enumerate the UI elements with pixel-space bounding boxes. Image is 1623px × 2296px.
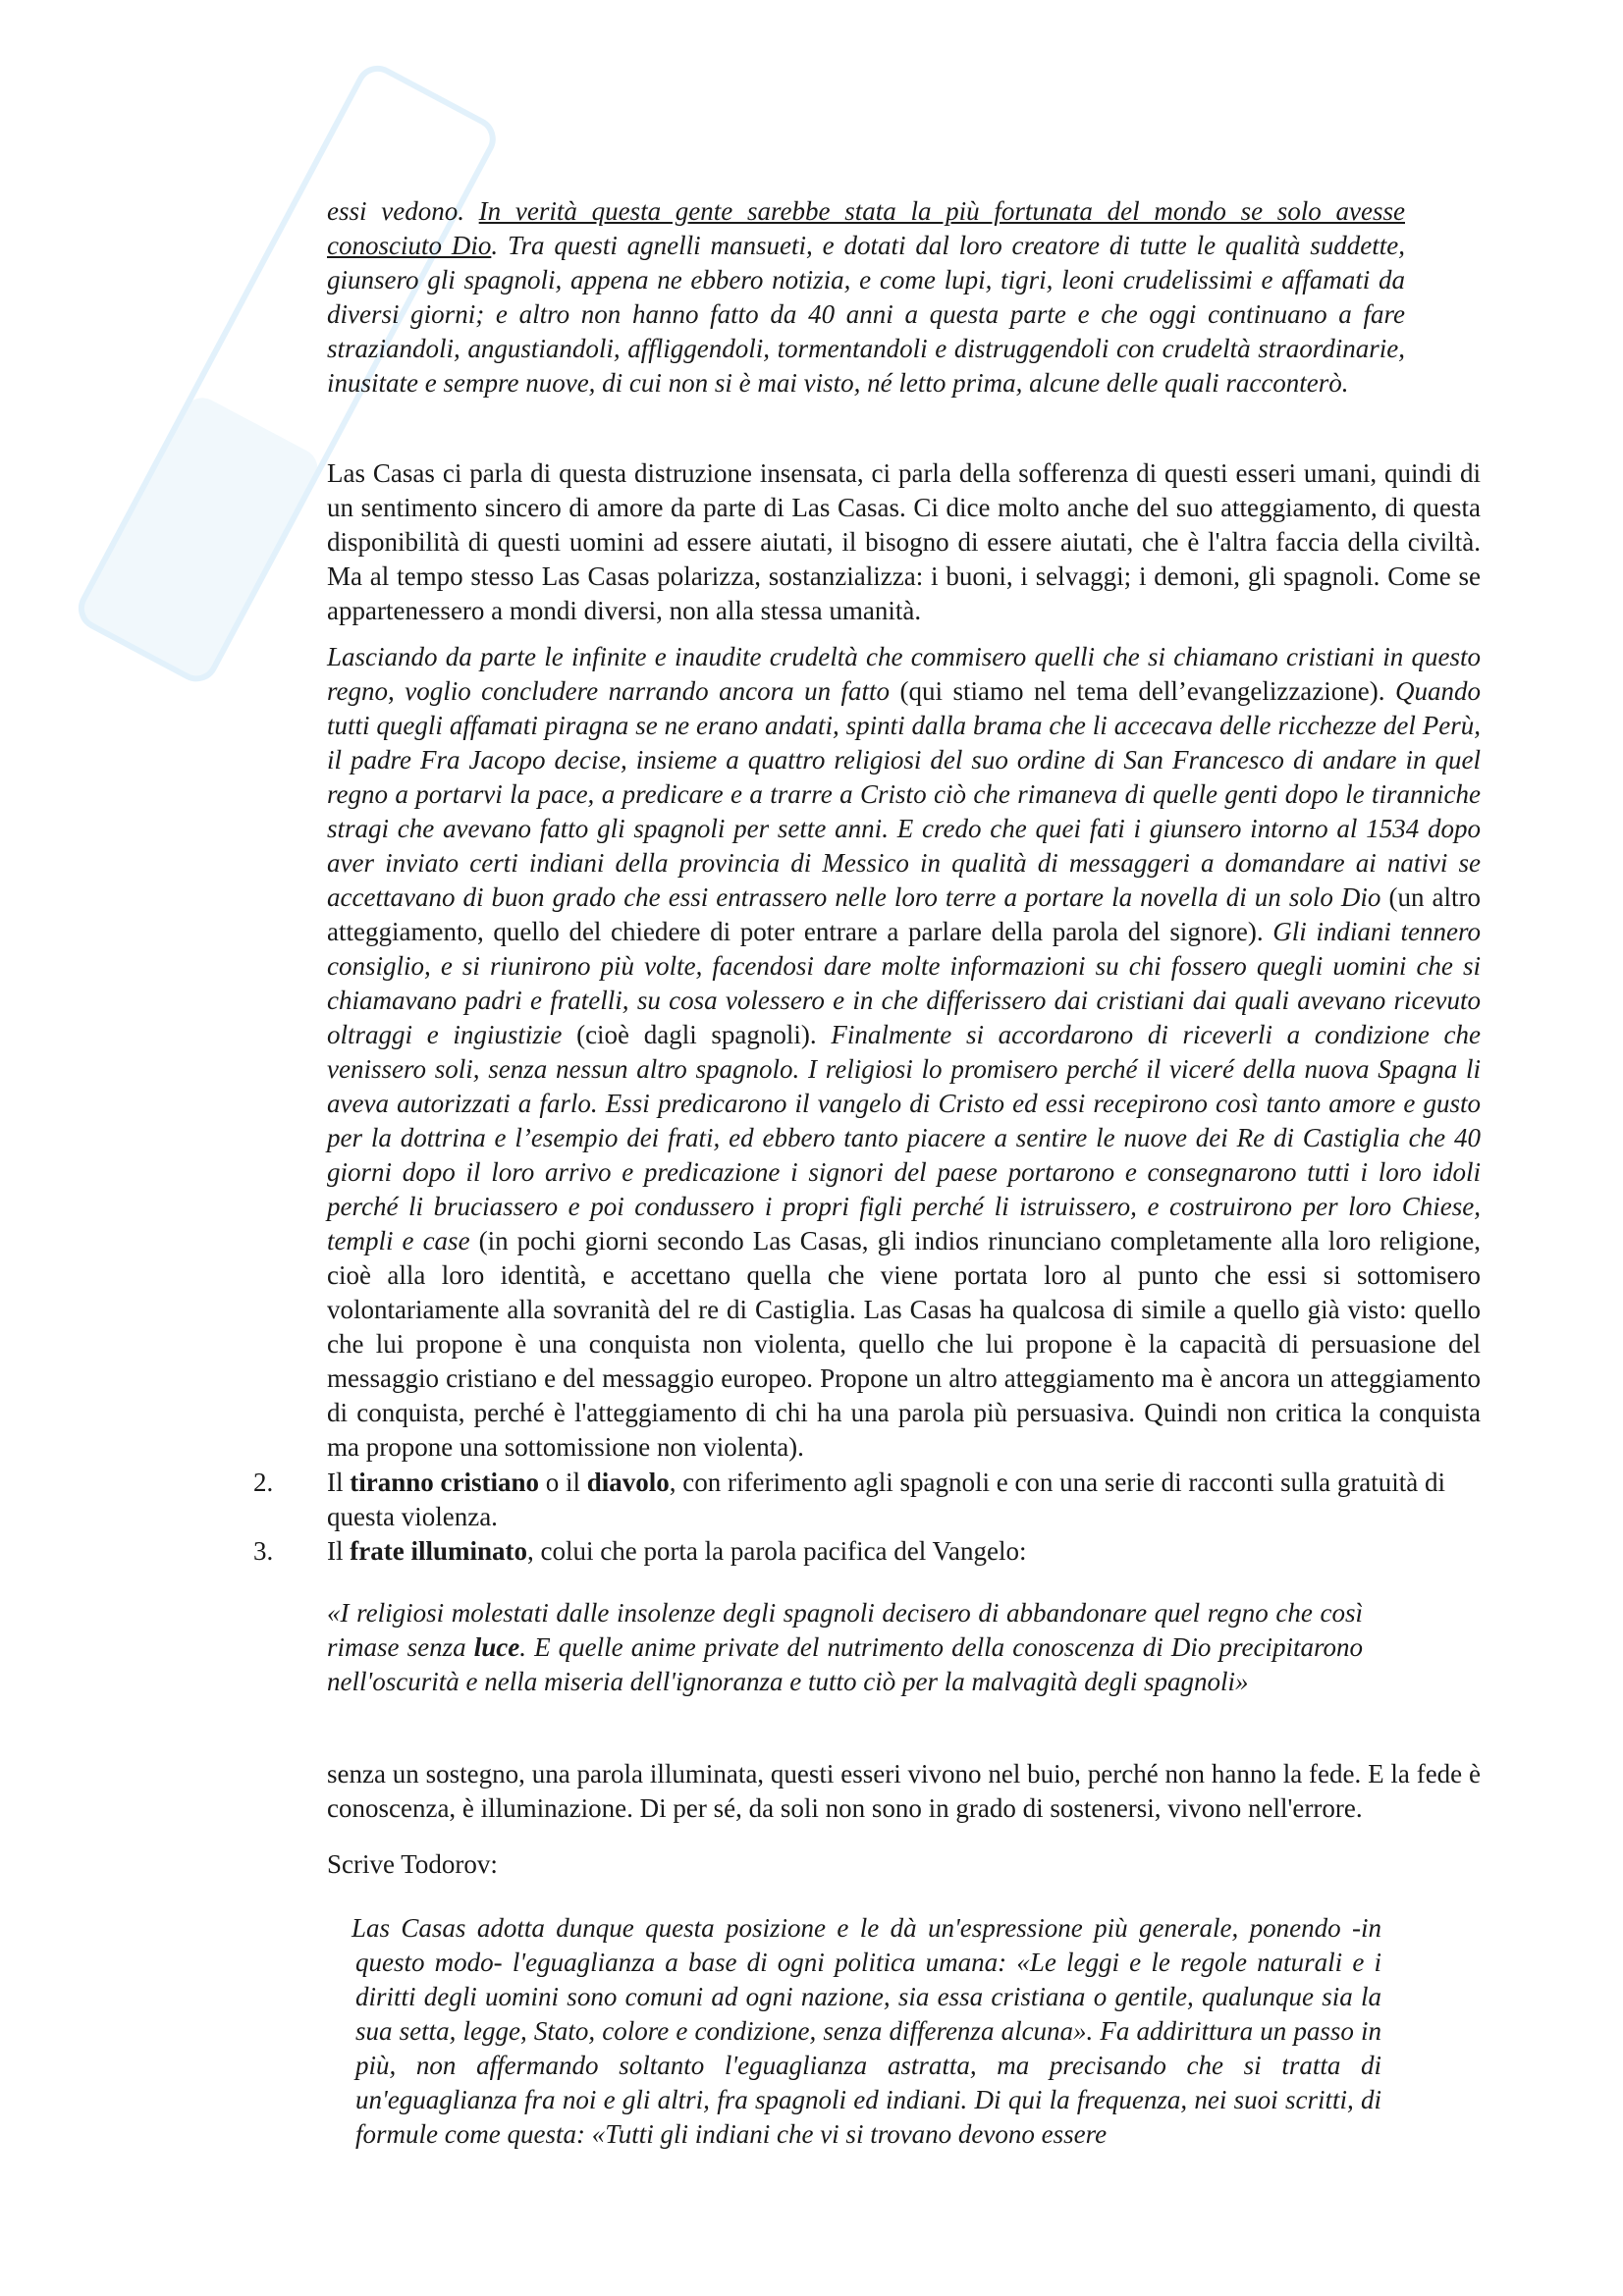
paragraph-todorov-intro: Scrive Todorov:	[327, 1849, 498, 1879]
quote-cruelty-underlined: In verità questa gente sarebbe stata la più fortunata del mondo se solo avesse conosciuto Dio	[327, 196, 1405, 260]
term-devil: diavolo	[586, 1468, 670, 1497]
list-item-friar-post: , colui che porta la parola pacifica del Vangelo:	[526, 1536, 1027, 1566]
list-item-friar-pre: Il	[327, 1536, 351, 1566]
quote-religiosi	[327, 1596, 1363, 1699]
term-christian-tyrant: tiranno cristiano	[350, 1468, 539, 1497]
list-item-tyrant-mid: o il	[539, 1468, 587, 1497]
quote-fra-jacopo-part1: Lasciando da parte le infinite e inaudite crudeltà che commisero quelli che si chiamano cristiani in questo regno, voglio concludere narrando ancora un fatto	[327, 642, 1481, 706]
quote-cruelty-start: essi vedono.	[327, 196, 479, 226]
paragraph-las-casas: Las Casas ci parla di questa distruzione insensata, ci parla della sofferenza di questi esseri umani, quindi di un sentimento sincero di amore da parte di Las Casas. Ci dice molto anche del suo atteggiamento, di questa disponibilità di questi uomini ad essere aiutati, il bisogno di essere aiutati, che è l'altra faccia della civiltà. Ma al tempo stesso Las Casas polarizza, sostanzializza: i buoni, i selvaggi; i demoni, gli spagnoli. Come se appartenessero a mondi diversi, non alla stessa umanità.	[327, 458, 1481, 625]
list-item-tyrant-pre: Il	[327, 1468, 351, 1497]
paragraph-darkness: senza un sostegno, una parola illuminata, questi esseri vivono nel buio, perché non hanno la fede. E la fede è conoscenza, è illuminazione. Di per sé, da soli non sono in grado di sostenersi, vivono nell'errore.	[327, 1759, 1481, 1823]
list-number-2: 2.	[253, 1468, 274, 1497]
list-item-tyrant-post: , con riferimento agli spagnoli e con una serie di racconti sulla gratuità di questa violenza.	[327, 1468, 1446, 1531]
comment-attitude: (un altro atteggiamento, quello del chiedere di poter entrare a parlare della parola del signore).	[327, 882, 1481, 946]
quote-cruelty-rest: . Tra questi agnelli mansueti, e dotati dal loro creatore di tutte le qualità suddette, giunsero gli spagnoli, appena ne ebbero notizia, e come lupi, tigri, leoni crudelissimi e affamati da diversi giorni; e altro non hanno fatto da 40 anni a questa parte e che oggi continuano a fare straziandoli, angustiandoli, affliggendoli, tormentandoli e distruggendoli con crudeltà straordinarie, inusitate e sempre nuove, di cui non si è mai visto, né letto prima, alcune delle quali racconterò.	[327, 231, 1405, 398]
quote-fra-jacopo-part4: Finalmente si accordarono di riceverli a condizione che venissero soli, senza nessun altro spagnolo. I religiosi lo promisero perché il viceré della nuova Spagna li aveva autorizzati a farlo. Essi predicarono il vangelo di Cristo ed essi recepirono così tanto amore e gusto per la dottrina e l’esempio dei frati, ed ebbero tanto piacere a sentire le nuove dei Re di Castiglia che 40 giorni dopo il loro arrivo e predicazione i signori del paese portarono e consegnarono tutti i loro idoli perché li bruciassero e poi condussero i propri figli perché li istruissero, e costruirono per loro Chiese, templi e case	[327, 1020, 1481, 1255]
quote-religiosi-start: «I religiosi molestati dalle insolenze degli spagnoli decisero di abbandonare quel regno che così rimase senza	[327, 1598, 1363, 1662]
list-item-friar	[327, 1534, 1481, 1569]
list-item-tyrant	[327, 1466, 1481, 1534]
quote-religiosi-end: . E quelle anime private del nutrimento della conoscenza di Dio precipitarono nell'oscurità e nella miseria dell'ignoranza e tutto ciò per la malvagità degli spagnoli»	[327, 1632, 1364, 1696]
quote-fra-jacopo-part2: Quando tutti quegli affamati piragna se ne erano andati, spinti dalla brama che li accecava delle ricchezze del Perù, il padre Fra Jacopo decise, insieme a quattro religiosi del suo ordine di San Francesco di andare in quel regno a portarvi la pace, a predicare e a trarre a Cristo ciò che rimaneva di quelle genti dopo le tiranniche stragi che avevano fatto gli spagnoli per sette anni. E credo che quei fati i giunsero intorno al 1534 dopo aver inviato certi indiani della provincia di Messico in qualità di messaggeri a domandare ai nativi se accettavano di buon grado che essi entrassero nelle loro terre a portare la novella di un solo Dio	[327, 676, 1481, 912]
quote-cruelty	[327, 194, 1405, 400]
quote-fra-jacopo	[327, 640, 1481, 1465]
comment-evangelization: (qui stiamo nel tema dell’evangelizzazione).	[890, 676, 1395, 706]
quote-todorov: Las Casas adotta dunque questa posizione e le dà un'espressione più generale, ponendo -in questo modo- l'eguaglianza a base di ogni politica umana: «Le leggi e le regole naturali e i diritti degli uomini sono comuni ad ogni nazione, sia essa cristiana o gentile, qualunque sia la sua setta, legge, Stato, colore e condizione, senza differenza alcuna». Fa addirittura un passo in più, non affermando soltanto l'eguaglianza astratta, ma precisando che si tratta di un'eguaglianza fra noi e gli altri, fra spagnoli ed indiani. Di qui la frequenza, nei suoi scritti, di formule come questa: «Tutti gli indiani che vi si trovano devono essere	[352, 1913, 1381, 2149]
comment-conquest: (in pochi giorni secondo Las Casas, gli indios rinunciano completamente alla loro religione, cioè alla loro identità, e accettano quella che viene portata loro al punto che essi si sottomisero volontariamente alla sovranità del re di Castiglia. Las Casas ha qualcosa di simile a quello già visto: quello che lui propone è una conquista non violenta, quello che lui propone è la capacità di persuasione del messaggio cristiano e del messaggio europeo. Propone un altro atteggiamento ma è ancora un atteggiamento di conquista, perché è l'atteggiamento di chi ha una parola più persuasiva. Quindi non critica la conquista ma propone una sottomissione non violenta).	[327, 1226, 1481, 1462]
comment-spaniards: (cioè dagli spagnoli).	[562, 1020, 832, 1049]
term-enlightened-friar: frate illuminato	[350, 1536, 527, 1566]
quote-fra-jacopo-part3: Gli indiani tennero consiglio, e si riunirono più volte, facendosi dare molte informazioni su chi fossero quegli uomini che si chiamavano padri e fratelli, su cosa volessero e in che differissero dai cristiani dai quali avevano ricevuto oltraggi e ingiustizie	[327, 917, 1481, 1049]
list-number-3: 3.	[253, 1536, 274, 1566]
term-light: luce	[473, 1632, 520, 1662]
